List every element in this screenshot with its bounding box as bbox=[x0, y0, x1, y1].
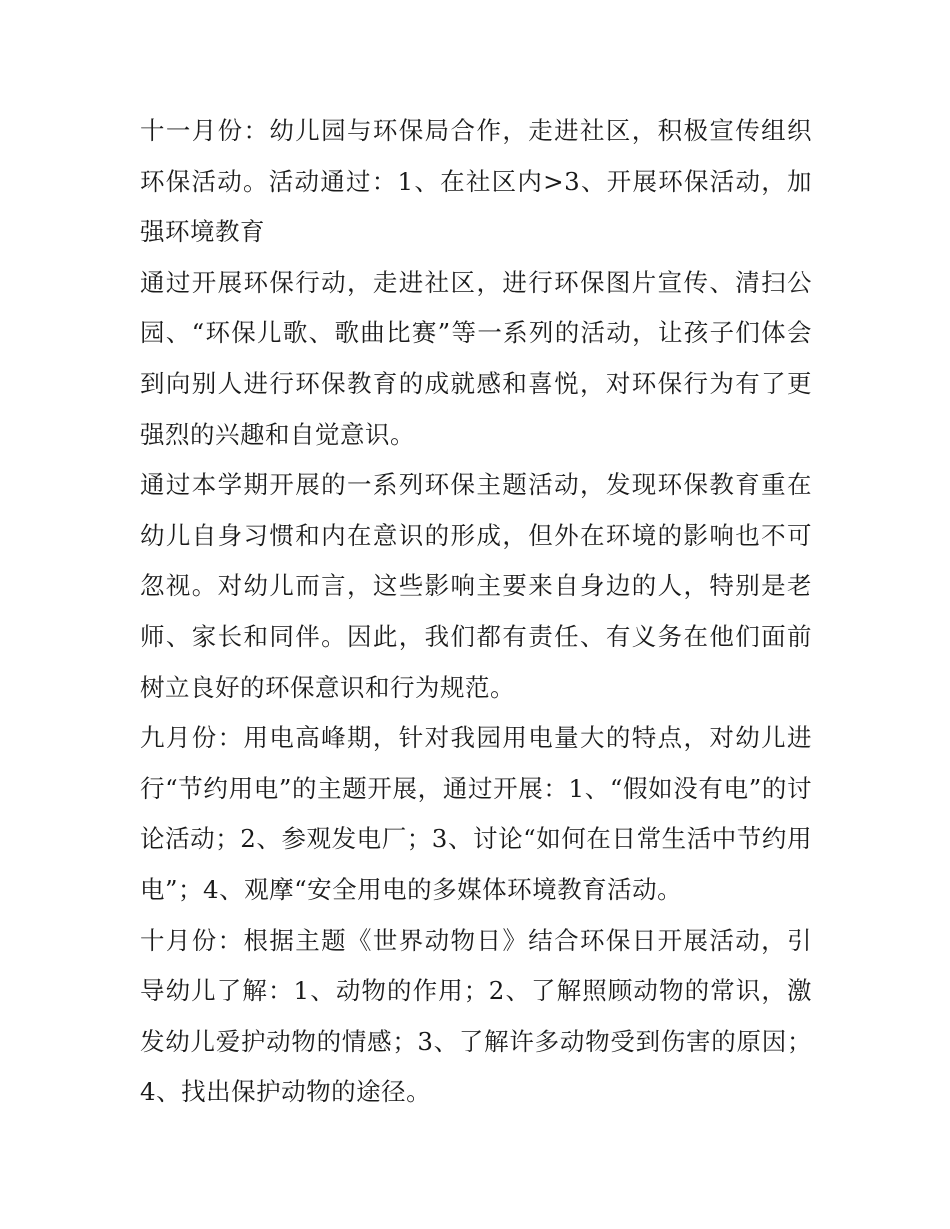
paragraph-community-action: 通过开展环保行动，走进社区，进行环保图片宣传、清扫公园、“环保儿歌、歌曲比赛”等一系列的活动，让孩子们体会到向别人进行环保教育的成就感和喜悦，对环保行为有了更强烈的兴趣和自觉意识。 bbox=[140, 267, 812, 449]
document-body bbox=[140, 106, 812, 1118]
paragraph-semester-summary: 通过本学期开展的一系列环保主题活动，发现环保教育重在幼儿自身习惯和内在意识的形成，但外在环境的影响也不可忽视。对幼儿而言，这些影响主要来自身边的人，特别是老师、家长和同伴。因此，我们都有责任、有义务在他们面前树立良好的环保意识和行为规范。 bbox=[140, 470, 812, 702]
paragraph-september-activity: 九月份：用电高峰期，针对我园用电量大的特点，对幼儿进行“节约用电”的主题开展，通过开展：1、“假如没有电”的讨论活动；2、参观发电厂；3、讨论“如何在日常生活中节约用电”；4、观摩“安全用电的多媒体环境教育活动。 bbox=[140, 723, 812, 904]
paragraph-november-activity: 十一月份：幼儿园与环保局合作，走进社区，积极宣传组织环保活动。活动通过：1、在社区内>3、开展环保活动，加强环境教育 bbox=[140, 116, 812, 247]
paragraph-october-activity: 十月份：根据主题《世界动物日》结合环保日开展活动，引导幼儿了解：1、动物的作用；2、了解照顾动物的常识，激发幼儿爱护动物的情感；3、了解许多动物受到伤害的原因；4、找出保护动物的途径。 bbox=[140, 925, 812, 1107]
